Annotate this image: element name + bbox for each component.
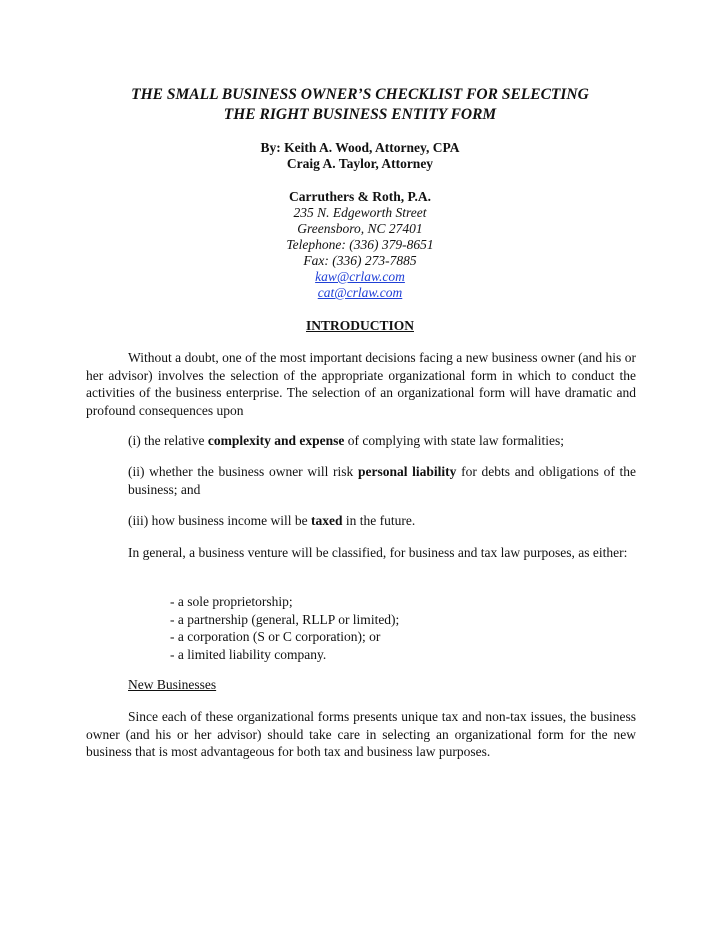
item-1-text-end: of complying with state law formalities; <box>344 433 565 448</box>
firm-city: Greensboro, NC 27401 <box>297 221 423 236</box>
document-title <box>60 85 660 125</box>
firm-fax: Fax: (336) 273-7885 <box>303 253 417 268</box>
item-3-text-end: in the future. <box>342 513 416 528</box>
item-3-emphasis: taxed <box>310 513 343 528</box>
intro-paragraph-2: In general, a business venture will be classified, for business and tax law purposes, as either: <box>128 545 628 560</box>
introduction-heading: INTRODUCTION <box>305 318 414 333</box>
list-item: - a limited liability company. <box>170 646 327 662</box>
item-2-text-end: for debts and obligations of the business; and <box>128 464 636 497</box>
list-item: - a partnership (general, RLLP or limited); <box>170 611 400 627</box>
item-2-emphasis: personal liability <box>357 464 457 479</box>
title-line-2: THE RIGHT BUSINESS ENTITY FORM <box>223 106 497 123</box>
item-3-text: (iii) how business income will be <box>128 513 311 528</box>
list-item: - a sole proprietorship; <box>170 594 293 609</box>
email-link-cat[interactable]: cat@crlaw.com <box>317 285 403 300</box>
entity-forms-list <box>170 593 399 663</box>
firm-name: Carruthers & Roth, P.A. <box>289 189 431 204</box>
firm-block <box>60 189 660 301</box>
intro-paragraph-1: Without a doubt, one of the most important decisions facing a new business owner (and his or her advisor) involves the selection of the appropriate organizational form in which to conduct the activities of the business enterprise. The selection of an organizational form will have dramatic and profound consequences upon <box>86 350 636 418</box>
item-1-emphasis: complexity and expense <box>207 433 345 448</box>
list-item: - a corporation (S or C corporation); or <box>170 629 381 644</box>
authors-block <box>60 140 660 172</box>
consequence-item-3 <box>128 512 636 530</box>
title-line-1: THE SMALL BUSINESS OWNER’S CHECKLIST FOR SELECTING <box>131 86 589 103</box>
author-line-2: Craig A. Taylor, Attorney <box>286 156 434 171</box>
consequence-item-2 <box>128 463 636 498</box>
item-2-text: (ii) whether the business owner will risk <box>128 464 358 479</box>
author-line-1: By: Keith A. Wood, Attorney, CPA <box>260 140 460 155</box>
email-link-kaw[interactable]: kaw@crlaw.com <box>315 269 405 284</box>
firm-telephone: Telephone: (336) 379-8651 <box>286 237 434 252</box>
consequence-item-1 <box>128 432 636 450</box>
item-1-text: (i) the relative <box>128 433 208 448</box>
firm-street: 235 N. Edgeworth Street <box>293 205 427 220</box>
intro-paragraph-3: Since each of these organizational forms presents unique tax and non-tax issues, the business owner (and his or her advisor) should take care in selecting an organizational form for the new business that is most advantageous for both tax and business law purposes. <box>86 709 636 759</box>
new-businesses-subheading: New Businesses <box>128 677 217 692</box>
